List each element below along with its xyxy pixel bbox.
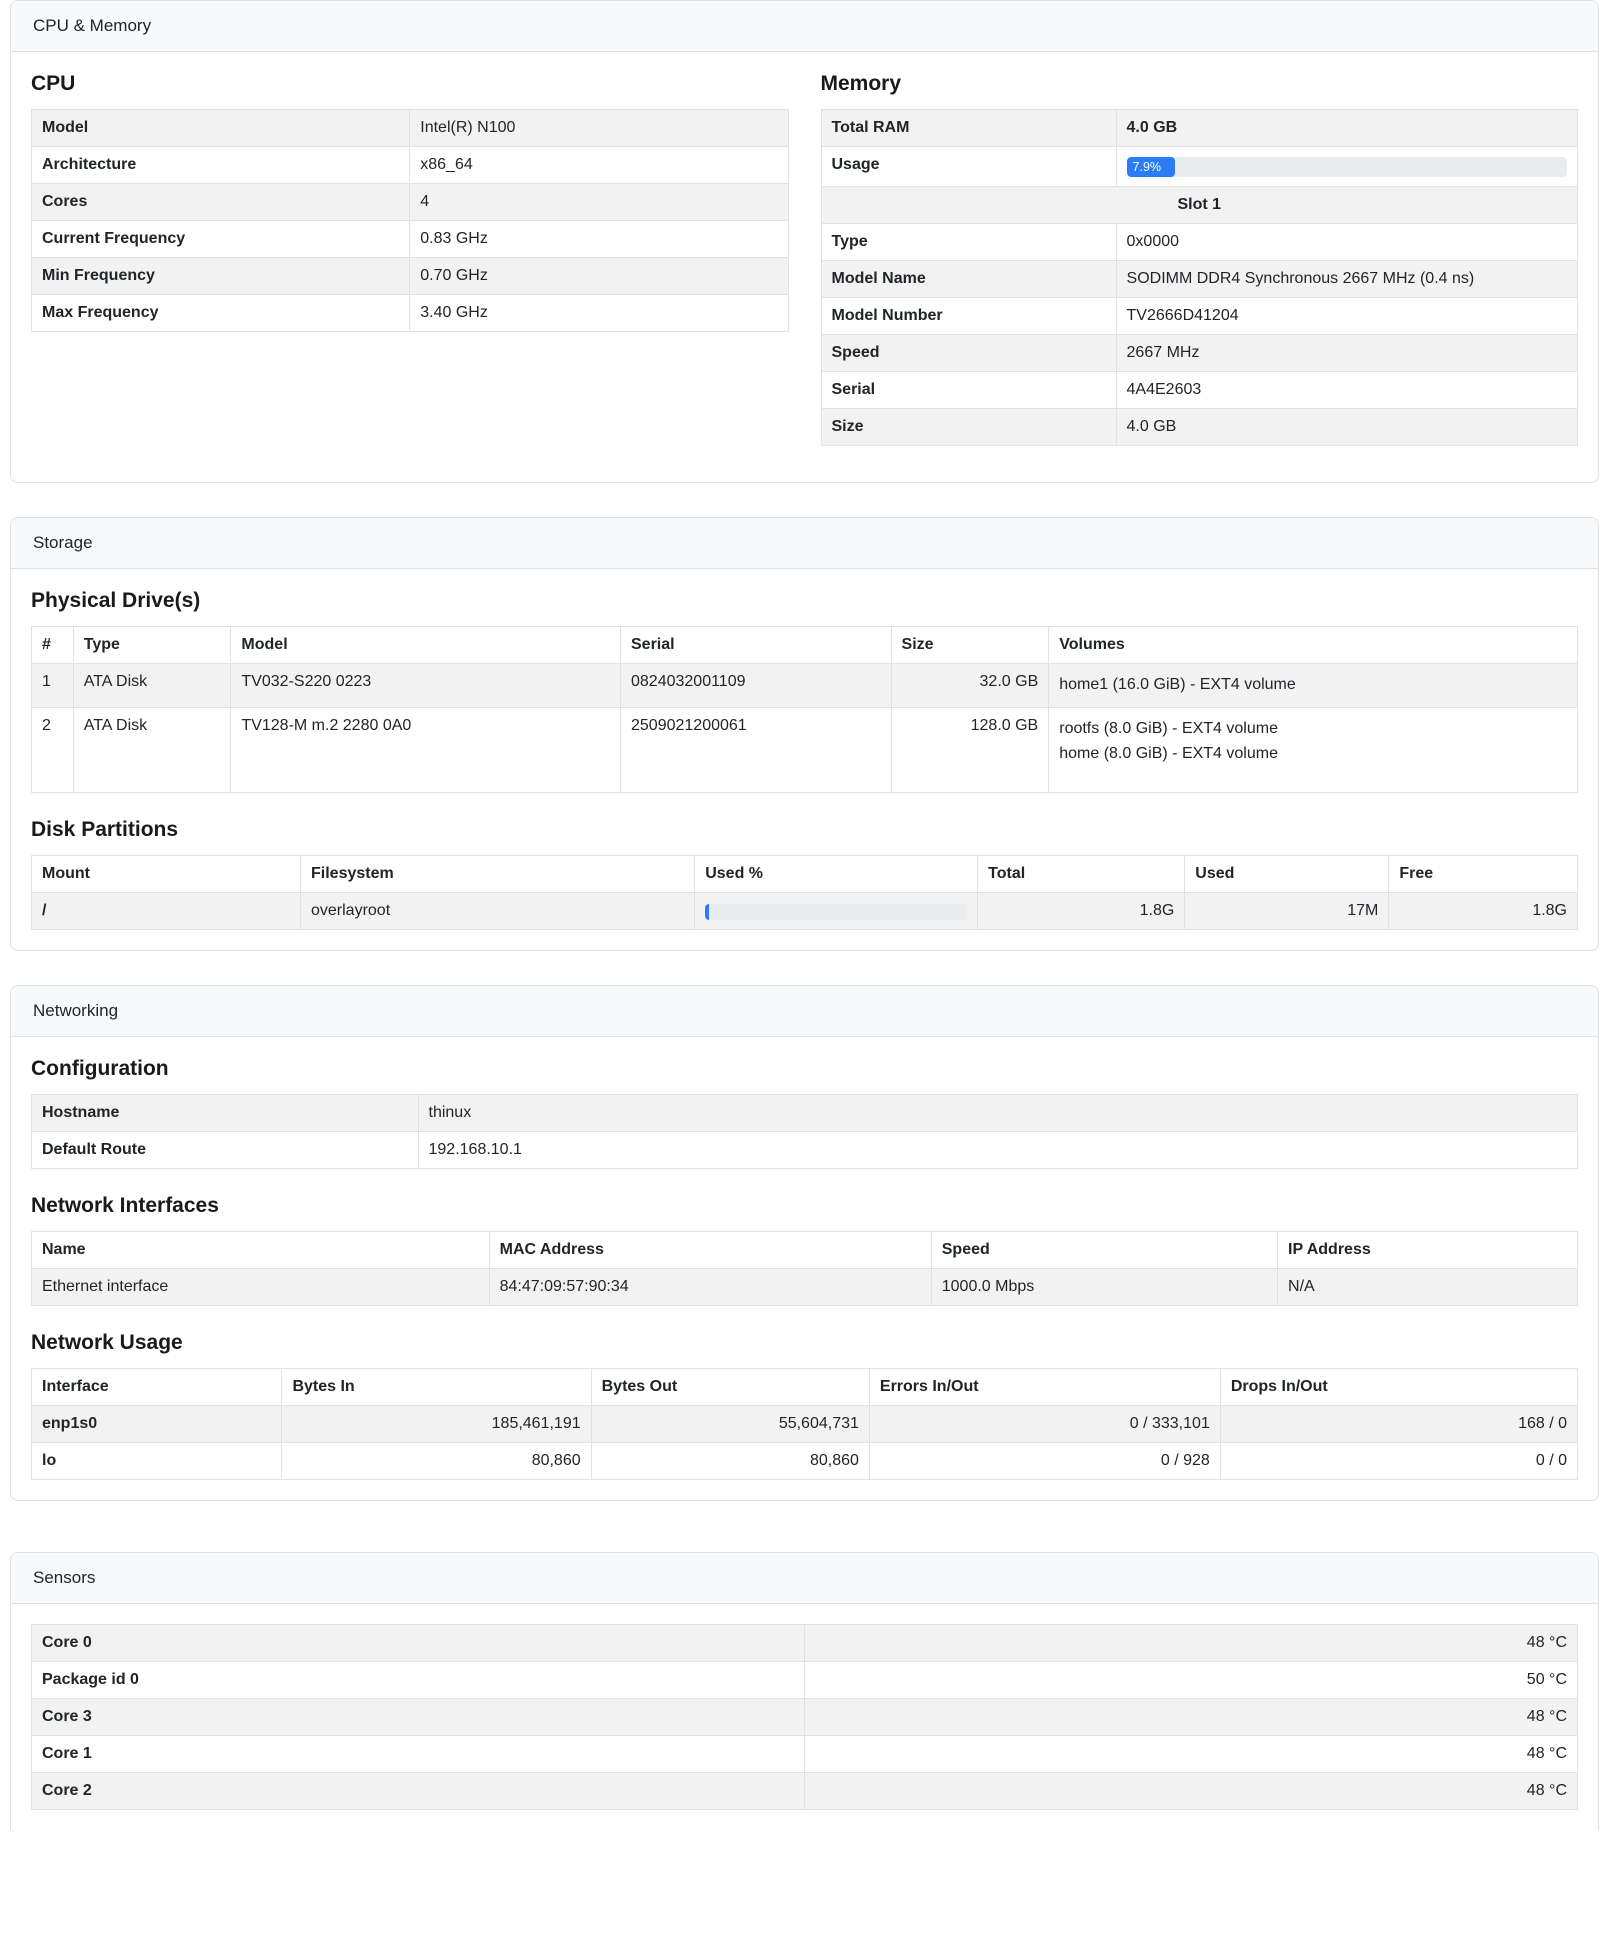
network-usage-table	[31, 1368, 1578, 1480]
drive-size: 32.0 GB	[891, 664, 1049, 708]
cpu-table	[31, 109, 789, 332]
cpu-row-label: Model	[32, 110, 410, 147]
table-row	[32, 1625, 1578, 1662]
partition-used-progress-track	[705, 904, 967, 920]
physical-drives-heading: Physical Drive(s)	[31, 589, 201, 612]
cpu-row-value: 0.70 GHz	[410, 258, 788, 295]
cpu-row-value: x86_64	[410, 147, 788, 184]
sensor-label: Package id 0	[32, 1662, 805, 1699]
memory-usage-cell	[1116, 147, 1577, 187]
cpu-row-label: Cores	[32, 184, 410, 221]
table-row	[821, 187, 1578, 224]
memory-usage-progress-bar: 7.9%	[1127, 157, 1175, 177]
network-interfaces-heading: Network Interfaces	[31, 1194, 219, 1218]
sensor-value: 48 °C	[805, 1736, 1578, 1773]
memory-usage-progress-track	[1127, 157, 1567, 177]
usage-interface: enp1s0	[32, 1406, 282, 1443]
usage-drops: 168 / 0	[1220, 1406, 1577, 1443]
memory-row-label: Serial	[821, 372, 1116, 409]
column-header-ip: IP Address	[1278, 1232, 1578, 1269]
configuration-table	[31, 1094, 1578, 1169]
cpu-row-value: 3.40 GHz	[410, 295, 788, 332]
sensor-value: 48 °C	[805, 1773, 1578, 1810]
table-header-row	[32, 1232, 1578, 1269]
sensor-value: 50 °C	[805, 1662, 1578, 1699]
table-row	[32, 1773, 1578, 1810]
networking-card	[10, 985, 1599, 1501]
cpu-row-label: Min Frequency	[32, 258, 410, 295]
storage-card	[10, 517, 1599, 951]
config-row-label: Hostname	[32, 1095, 419, 1132]
config-row-label: Default Route	[32, 1132, 419, 1169]
table-row	[32, 1269, 1578, 1306]
volume-line: home (8.0 GiB) - EXT4 volume	[1059, 744, 1278, 762]
memory-row-value: TV2666D41204	[1116, 298, 1577, 335]
storage-card-title: Storage	[11, 518, 1598, 569]
cpu-row-value: 0.83 GHz	[410, 221, 788, 258]
sensor-label: Core 2	[32, 1773, 805, 1810]
memory-row-label: Total RAM	[821, 110, 1116, 147]
table-row	[821, 147, 1578, 187]
drive-type: ATA Disk	[73, 707, 231, 793]
sensor-value: 48 °C	[805, 1625, 1578, 1662]
memory-row-label: Type	[821, 224, 1116, 261]
partition-mount: /	[32, 893, 301, 930]
cpu-memory-card-body	[11, 52, 1598, 482]
usage-interface: lo	[32, 1443, 282, 1480]
network-interfaces-table	[31, 1231, 1578, 1306]
column-header-serial: Serial	[621, 627, 892, 664]
networking-card-body	[11, 1037, 1598, 1500]
memory-heading: Memory	[820, 72, 902, 95]
table-row	[32, 110, 789, 147]
usage-bytes-out: 55,604,731	[591, 1406, 869, 1443]
column-header-drops: Drops In/Out	[1220, 1369, 1577, 1406]
drive-size: 128.0 GB	[891, 707, 1049, 793]
partition-filesystem: overlayroot	[301, 893, 695, 930]
cpu-row-label: Max Frequency	[32, 295, 410, 332]
config-row-value: 192.168.10.1	[418, 1132, 1578, 1169]
partition-total: 1.8G	[978, 893, 1185, 930]
column-header-interface: Interface	[32, 1369, 282, 1406]
table-row	[821, 335, 1578, 372]
table-row	[32, 893, 1578, 930]
column-header-bytes-in: Bytes In	[282, 1369, 591, 1406]
memory-row-value: 2667 MHz	[1116, 335, 1577, 372]
column-header-volumes: Volumes	[1049, 627, 1578, 664]
volume-line: rootfs (8.0 GiB) - EXT4 volume	[1059, 719, 1278, 737]
memory-row-label: Size	[821, 409, 1116, 446]
sensor-value: 48 °C	[805, 1699, 1578, 1736]
table-header-row	[32, 1369, 1578, 1406]
memory-row-label: Model Name	[821, 261, 1116, 298]
networking-card-title: Networking	[11, 986, 1598, 1037]
interface-mac: 84:47:09:57:90:34	[489, 1269, 931, 1306]
drive-num: 1	[32, 664, 74, 708]
column-header-speed: Speed	[931, 1232, 1277, 1269]
memory-row-value: 4A4E2603	[1116, 372, 1577, 409]
usage-drops: 0 / 0	[1220, 1443, 1577, 1480]
cpu-memory-card	[10, 0, 1599, 483]
usage-errors: 0 / 928	[869, 1443, 1220, 1480]
table-row	[32, 664, 1578, 708]
interface-name: Ethernet interface	[32, 1269, 490, 1306]
volume-line: home1 (16.0 GiB) - EXT4 volume	[1059, 676, 1296, 693]
partition-used-progress-bar	[705, 904, 709, 920]
usage-bytes-in: 80,860	[282, 1443, 591, 1480]
cpu-row-value: Intel(R) N100	[410, 110, 788, 147]
sensors-card-title: Sensors	[11, 1553, 1598, 1604]
memory-row-value: SODIMM DDR4 Synchronous 2667 MHz (0.4 ns)	[1116, 261, 1577, 298]
memory-row-label: Usage	[821, 147, 1116, 187]
table-row	[32, 147, 789, 184]
drive-volumes	[1049, 707, 1578, 793]
memory-total-ram-value: 4.0 GB	[1116, 110, 1577, 147]
column-header-free: Free	[1389, 856, 1578, 893]
column-header-filesystem: Filesystem	[301, 856, 695, 893]
memory-table	[821, 109, 1579, 446]
usage-errors: 0 / 333,101	[869, 1406, 1220, 1443]
sensor-label: Core 1	[32, 1736, 805, 1773]
configuration-heading: Configuration	[31, 1057, 169, 1081]
table-row	[32, 1095, 1578, 1132]
sensor-label: Core 0	[32, 1625, 805, 1662]
memory-row-label: Speed	[821, 335, 1116, 372]
drive-model: TV128-M m.2 2280 0A0	[231, 707, 621, 793]
table-row	[821, 409, 1578, 446]
column-header-errors: Errors In/Out	[869, 1369, 1220, 1406]
column-header-total: Total	[978, 856, 1185, 893]
sensors-table	[31, 1624, 1578, 1810]
column-header-type: Type	[73, 627, 231, 664]
usage-bytes-in: 185,461,191	[282, 1406, 591, 1443]
table-header-row	[32, 627, 1578, 664]
partition-used: 17M	[1185, 893, 1389, 930]
column-header-size: Size	[891, 627, 1049, 664]
physical-drives-table	[31, 626, 1578, 793]
table-row	[32, 1662, 1578, 1699]
column-header-used-percent: Used %	[695, 856, 978, 893]
network-usage-heading: Network Usage	[31, 1331, 183, 1355]
drive-serial: 2509021200061	[621, 707, 892, 793]
cpu-row-value: 4	[410, 184, 788, 221]
table-row	[32, 1443, 1578, 1480]
interface-ip: N/A	[1278, 1269, 1578, 1306]
memory-section	[821, 72, 1579, 462]
disk-partitions-table	[31, 855, 1578, 930]
table-row	[32, 221, 789, 258]
table-row	[32, 707, 1578, 793]
table-row	[821, 372, 1578, 409]
interface-speed: 1000.0 Mbps	[931, 1269, 1277, 1306]
table-row	[821, 261, 1578, 298]
memory-row-value: 4.0 GB	[1116, 409, 1577, 446]
sensors-card	[10, 1552, 1599, 1830]
column-header-used: Used	[1185, 856, 1389, 893]
partition-free: 1.8G	[1389, 893, 1578, 930]
table-row	[821, 298, 1578, 335]
cpu-memory-card-title: CPU & Memory	[11, 1, 1598, 52]
disk-partitions-heading: Disk Partitions	[31, 818, 179, 842]
column-header-num: #	[32, 627, 74, 664]
column-header-bytes-out: Bytes Out	[591, 1369, 869, 1406]
drive-volumes	[1049, 664, 1578, 708]
drive-num: 2	[32, 707, 74, 793]
memory-row-label: Model Number	[821, 298, 1116, 335]
table-row	[32, 1736, 1578, 1773]
table-row	[32, 184, 789, 221]
column-header-mac: MAC Address	[489, 1232, 931, 1269]
table-row	[32, 1406, 1578, 1443]
memory-row-value: 0x0000	[1116, 224, 1577, 261]
table-row	[32, 1699, 1578, 1736]
table-row	[32, 1132, 1578, 1169]
storage-card-body	[11, 569, 1598, 950]
drive-type: ATA Disk	[73, 664, 231, 708]
sensor-label: Core 3	[32, 1699, 805, 1736]
column-header-name: Name	[32, 1232, 490, 1269]
column-header-model: Model	[231, 627, 621, 664]
usage-bytes-out: 80,860	[591, 1443, 869, 1480]
config-row-value: thinux	[418, 1095, 1578, 1132]
drive-serial: 0824032001109	[621, 664, 892, 708]
table-row	[821, 110, 1578, 147]
table-row	[32, 258, 789, 295]
table-header-row	[32, 856, 1578, 893]
drive-model: TV032-S220 0223	[231, 664, 621, 708]
sensors-card-body	[11, 1604, 1598, 1830]
cpu-row-label: Architecture	[32, 147, 410, 184]
table-row	[821, 224, 1578, 261]
partition-used-cell	[695, 893, 978, 930]
cpu-section	[31, 72, 789, 462]
column-header-mount: Mount	[32, 856, 301, 893]
cpu-heading: CPU	[31, 72, 76, 95]
memory-slot-header: Slot 1	[821, 187, 1578, 224]
table-row	[32, 295, 789, 332]
cpu-row-label: Current Frequency	[32, 221, 410, 258]
